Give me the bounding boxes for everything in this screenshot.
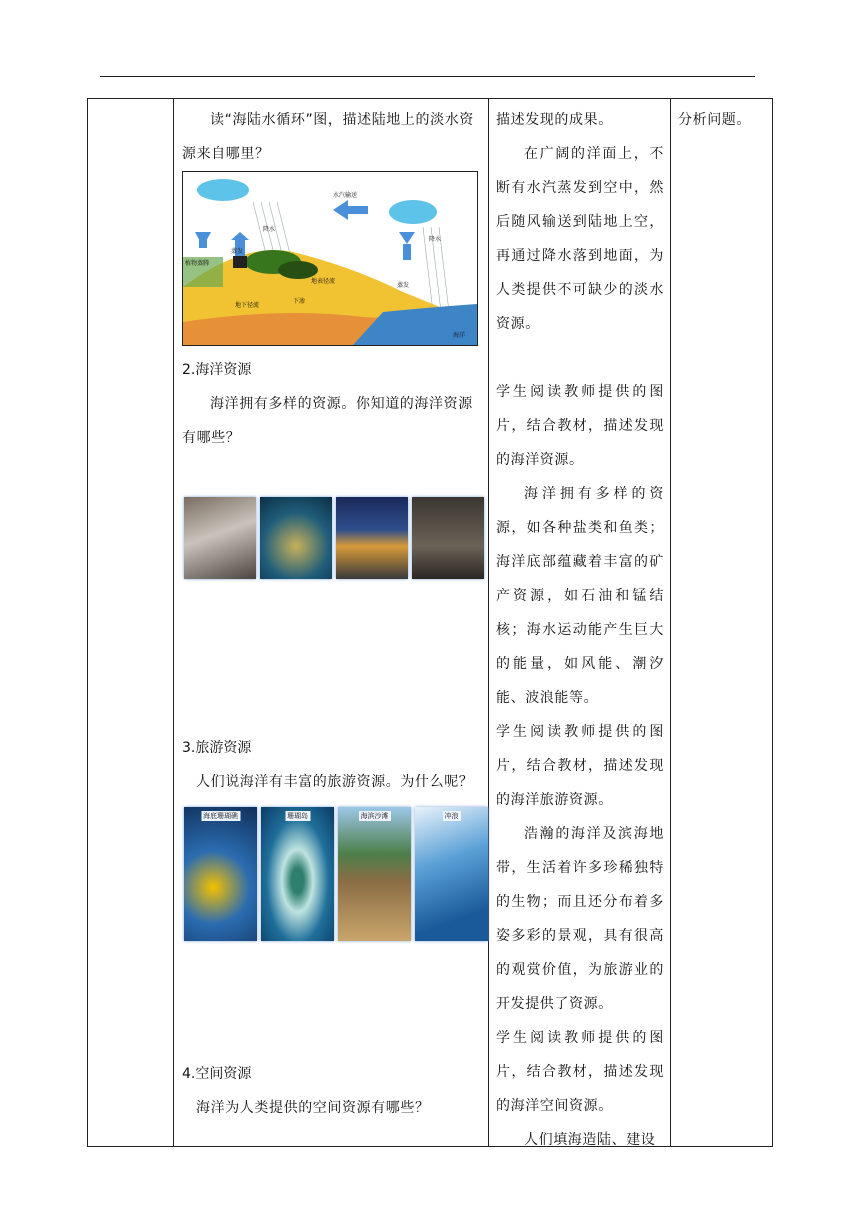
oil-platform-photo [336,497,408,579]
tidal-power-photo [412,497,484,579]
section-tourism-title: 3.旅游资源 [182,740,252,756]
wc-label-vapor: 水汽输送 [333,192,358,199]
surfing-photo [415,807,488,941]
header-rule [100,76,755,77]
wc-label-precip: 降水 [263,226,276,233]
ocean-resources-gallery [184,497,484,579]
student-answer-ocean: 海洋拥有多样的资源，如各种盐类和鱼类；海洋底部蕴藏着丰富的矿产资源，如石油和锰结核；海水运动能产生巨大的能量，如风能、潮汐能、波浪能等。 [496,486,664,706]
section-space-title: 4.空间资源 [182,1066,252,1082]
student-task-space: 学生阅读教师提供的图片，结合教材，描述发现的海洋空间资源。 [496,1030,664,1114]
section-ocean-resources-title: 2.海洋资源 [182,362,252,378]
student-task-ocean: 学生阅读教师提供的图片，结合教材，描述发现的海洋资源。 [496,384,664,468]
student-line-1: 描述发现的成果。 [496,112,613,128]
water-cycle-question: 读“海陆水循环”图，描述陆地上的淡水资源来自哪里？ [182,112,474,162]
wc-label-groundwater: 地下径流 [235,302,260,309]
section-ocean-resources-question: 海洋拥有多样的资源。你知道的海洋资源有哪些？ [182,396,473,446]
design-intent-text: 分析问题。 [678,112,751,128]
coral-island-label: 珊瑚岛 [287,812,308,820]
surfing-label: 冲浪 [444,812,459,820]
beach-label: 海滨沙滩 [360,812,389,820]
lesson-table [87,98,773,1147]
student-answer-tourism: 浩瀚的海洋及滨海地带，生活着许多珍稀独特的生物；而且还分布着多姿多彩的景观，具有很高的观赏价值，为旅游业的开发提供了资源。 [496,826,664,1012]
coral-reef-photo [184,807,257,941]
teacher-activity-cell [174,99,488,1146]
wc-label-precip-sea: 降水 [429,236,442,243]
water-cycle-illustration [183,172,477,345]
student-task-tourism: 学生阅读教师提供的图片，结合教材，描述发现的海洋旅游资源。 [496,724,664,808]
section-space-question: 海洋为人类提供的空间资源有哪些？ [196,1100,430,1116]
wc-label-runoff: 地表径流 [311,278,336,285]
wc-label-evap-sea: 蒸发 [397,282,410,289]
student-answer-space: 人们填海造陆、建设 [524,1132,656,1148]
section-tourism-question: 人们说海洋有丰富的旅游资源。为什么呢？ [196,774,474,790]
coral-reef-label: 海底珊瑚礁 [203,812,238,820]
tourism-gallery [184,807,488,941]
fish-school-photo [260,497,332,579]
wc-label-ocean: 海洋 [453,332,466,339]
wc-label-evap: 蒸发 [231,248,244,255]
wc-label-transpiration: 植物蒸腾 [185,260,210,267]
student-activity-cell [489,99,670,1146]
design-intent-cell [671,99,773,1146]
wc-label-infiltration: 下渗 [293,298,306,305]
salt-harvest-photo [184,497,256,579]
coral-island-photo [261,807,334,941]
beach-photo [338,807,411,941]
student-answer-water: 在广阔的洋面上，不断有水汽蒸发到空中，然后随风输送到陆地上空，再通过降水落到地面，为人类提供不可缺少的淡水资源。 [496,146,664,332]
water-cycle-diagram [182,171,478,346]
